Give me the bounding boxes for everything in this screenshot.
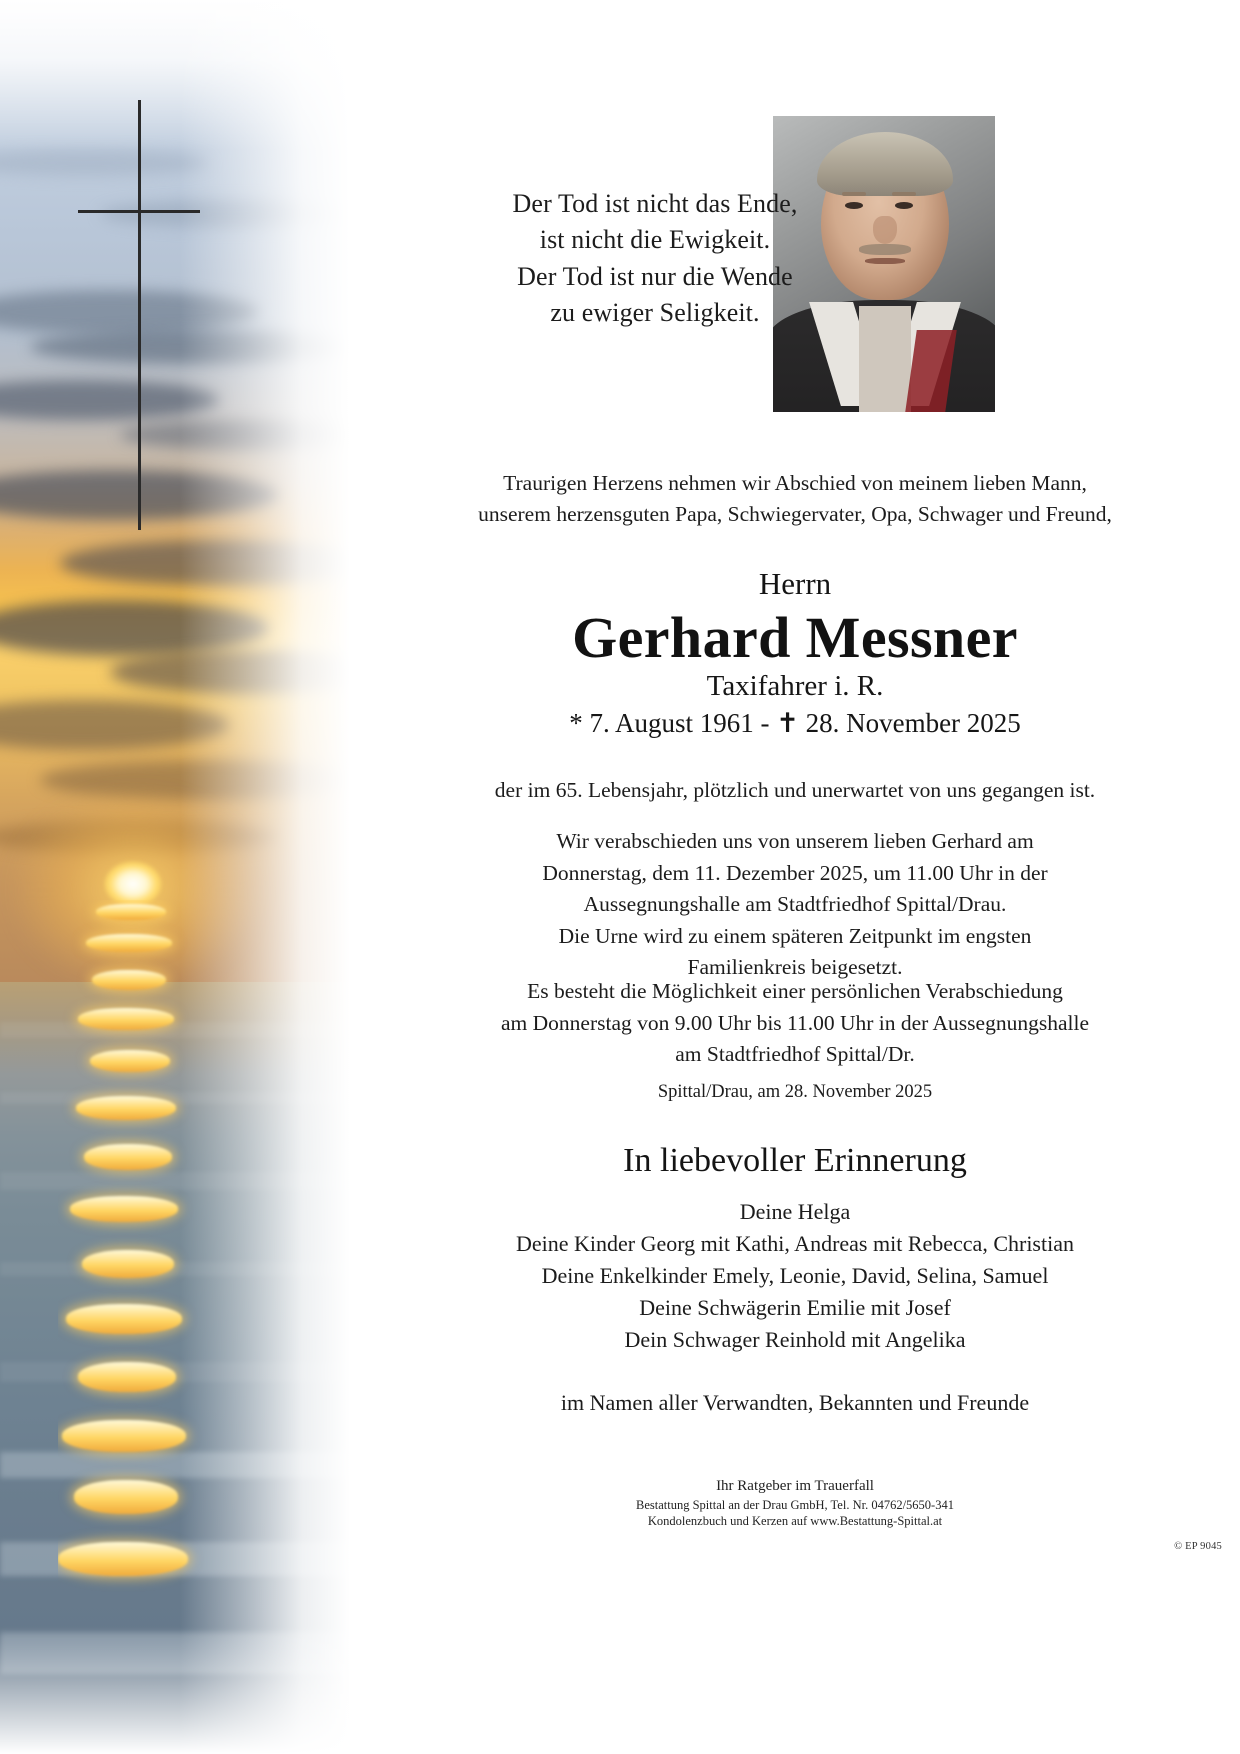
photo-fade-right — [180, 0, 350, 1754]
funeral-line-2: Donnerstag, dem 11. Dezember 2025, um 11.00 Uhr in der — [542, 860, 1048, 885]
cross-vertical-bar — [138, 100, 141, 530]
memorial-poem — [350, 186, 960, 332]
footer-contact: Bestattung Spittal an der Drau GmbH, Tel. Nr. 04762/5650-341 — [636, 1498, 954, 1512]
memory-heading: In liebevoller Erinnerung — [623, 1142, 967, 1179]
footer-title: Ihr Ratgeber im Trauerfall — [716, 1478, 874, 1494]
funeral-details — [350, 826, 1240, 984]
footer-website[interactable]: Kondolenzbuch und Kerzen auf www.Bestattung-Spittal.at — [647, 1514, 943, 1529]
cross-horizontal-bar — [78, 210, 200, 213]
survivor-line: Deine Helga — [739, 1199, 851, 1224]
funeral-line-1: Wir verabschieden uns von unserem lieben Gerhard am — [556, 829, 1034, 853]
funeral-line-3: Aussegnungshalle am Stadtfriedhof Spittal/Drau. — [583, 892, 1007, 917]
survivor-line: Dein Schwager Reinhold mit Angelika — [624, 1327, 966, 1353]
viewing-line-1: Es besteht die Möglichkeit einer persönlichen Verabschiedung — [527, 979, 1063, 1003]
age-statement: der im 65. Lebensjahr, plötzlich und unerwartet von uns gegangen ist. — [494, 778, 1096, 802]
announcement-lead — [350, 468, 1240, 531]
closing-statement: im Namen aller Verwandten, Bekannten und Freunde — [560, 1390, 1030, 1415]
lead-line-1: Traurigen Herzens nehmen wir Abschied von meinem lieben Mann, — [503, 471, 1087, 495]
photo-fade-bottom — [0, 1634, 350, 1754]
funeral-line-5: Familienkreis beigesetzt. — [687, 955, 903, 980]
survivor-line: Deine Kinder Georg mit Kathi, Andreas mit Rebecca, Christian — [515, 1231, 1074, 1257]
birth-death-dates: * 7. August 1961 - ✝ 28. November 2025 — [569, 708, 1021, 738]
survivors-list — [350, 1196, 1240, 1357]
poem-line-4: zu ewiger Seligkeit. — [550, 298, 760, 328]
funeral-home-footer — [350, 1478, 1240, 1530]
place-and-date: Spittal/Drau, am 28. November 2025 — [657, 1082, 933, 1102]
deceased-name: Gerhard Messner — [572, 605, 1018, 670]
survivor-line: Deine Enkelkinder Emely, Leonie, David, Selina, Samuel — [541, 1263, 1049, 1289]
lead-line-2: unserem herzensguten Papa, Schwiegervater, Opa, Schwager und Freund, — [478, 502, 1112, 527]
poem-line-2: ist nicht die Ewigkeit. — [539, 225, 771, 255]
honorific: Herrn — [758, 566, 832, 601]
viewing-line-2: am Donnerstag von 9.00 Uhr bis 11.00 Uhr in der Aussegnungshalle — [501, 1010, 1089, 1035]
viewing-line-3: am Stadtfriedhof Spittal/Dr. — [675, 1042, 915, 1067]
content-column — [350, 0, 1240, 1754]
cross-icon — [78, 100, 200, 530]
poem-line-3: Der Tod ist nur die Wende — [517, 261, 793, 291]
copyright-notice: © EP 9045 — [1174, 1541, 1222, 1552]
survivor-line: Deine Schwägerin Emilie mit Josef — [639, 1295, 951, 1321]
funeral-line-4: Die Urne wird zu einem späteren Zeitpunkt im engsten — [558, 923, 1032, 948]
deceased-profession: Taxifahrer i. R. — [706, 670, 884, 702]
viewing-details — [350, 976, 1240, 1071]
poem-line-1: Der Tod ist nicht das Ende, — [512, 189, 798, 218]
